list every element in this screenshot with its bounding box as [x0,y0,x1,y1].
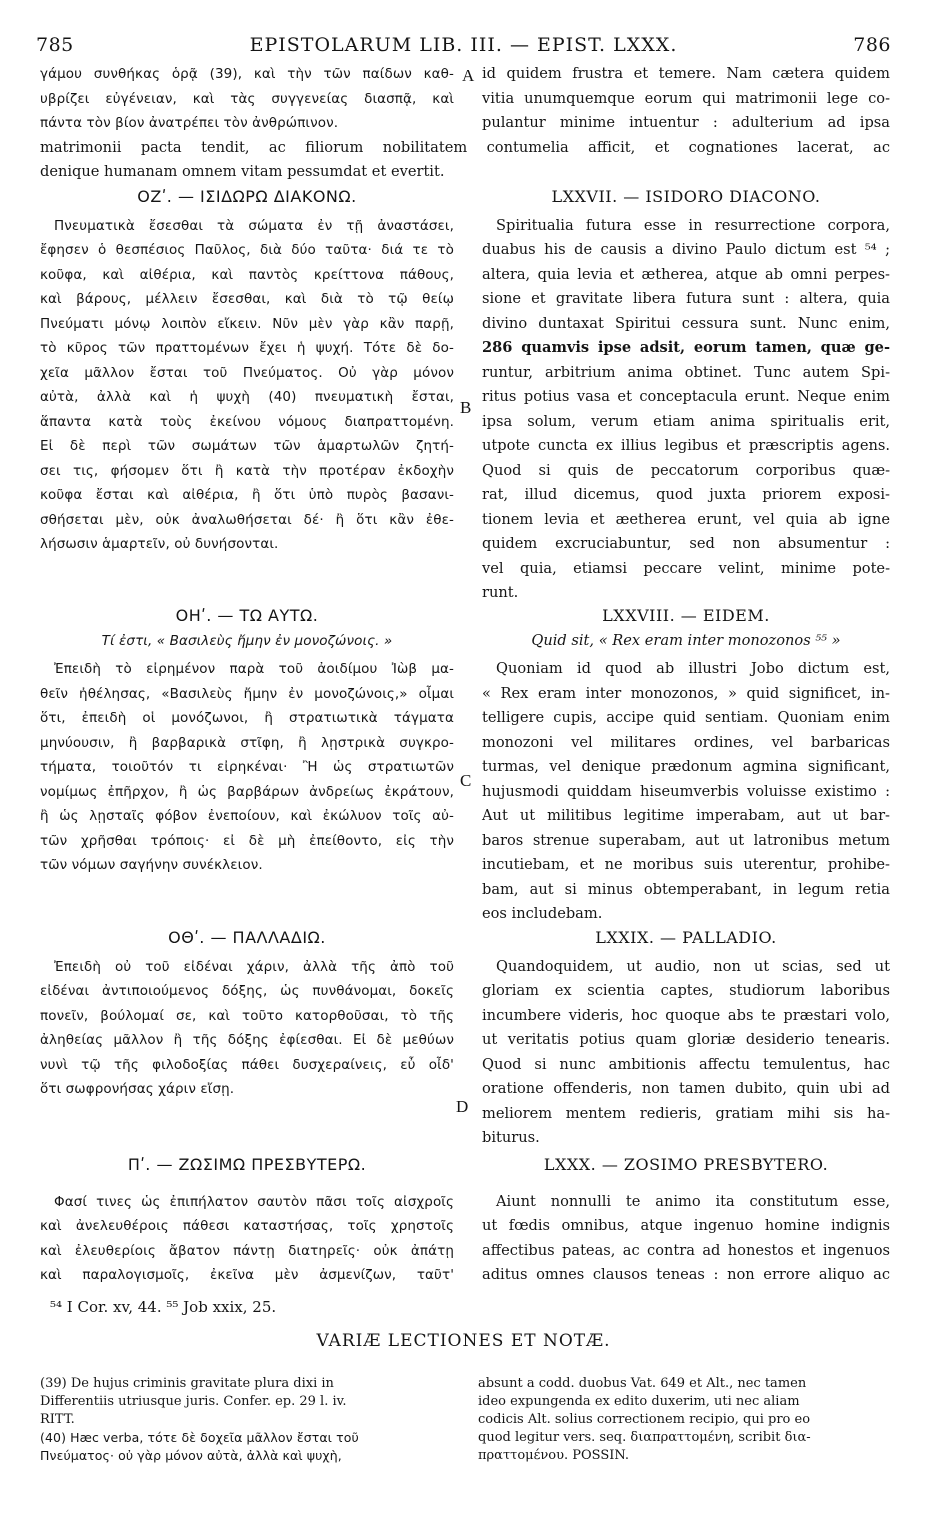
greek-line: μηνύουσιν, ἢ βαρβαρικὰ στῖφη, ἢ λῃστρικὰ συγκρο- [40,734,454,751]
latin-line: id quidem frustra et temere. Nam cætera quidem [482,65,890,82]
greek-line: ἢ ὡς λῃσταῖς φόβον ἐνεποίουν, καὶ ἐκώλυον τοῖς αὐ- [40,808,454,824]
latin-line: turmas, vel denique prædonum agmina significant, [482,758,890,775]
page-number-right: 786 [853,34,891,56]
greek-line: τῶν χρῆσθαι τρόποις· εἰ δὲ μὴ ἐπείθοντο, εἰς τὴν [40,832,454,849]
latin-line: Quandoquidem, ut audio, non ut scias, sed ut [496,957,890,975]
greek-line: τήματα, τοιοῦτόν τι εἰρηκέναι· Ἢ ὡς στρατιωτῶν [40,759,454,775]
latin-line: 286 quamvis ipse adsit, eorum tamen, quæ ge- [482,339,890,356]
note-line: quod legitur vers. seq. διαπραττομένη, scribit δια- [478,1430,811,1445]
latin-line: incumbere videris, hoc quoque abs te præstari volo, [482,1006,890,1024]
latin-line: altera, quia levia et ætherea, atque ab omni perpes- [482,265,890,283]
latin-line: quidem excruciabuntur, sed non absumentur : [482,535,890,552]
latin-line: ritus potius vasa et conceptacula erunt. Neque enim [482,388,890,405]
notes-right-column [478,1375,890,1465]
note-line: absunt a codd. duobus Vat. 649 et Alt., nec tamen [478,1376,807,1391]
latin-line: incutiebam, et ne moribus suis uterentur, prohibe- [482,856,890,873]
latin-line: hujusmodi quiddam hiseumverbis voluisse existimo : [482,782,890,800]
greek-line: κοῦφα ἔσται καὶ αἰθέρια, ἢ ὅτι ὑπὸ πυρὸς βασανι- [40,487,454,503]
letter-78-latin [482,604,890,927]
latin-line: runtur, arbitrium anima obtinet. Tunc autem Spi- [482,363,890,381]
latin-line: Quod si nunc ambitionis affectu temulentus, hac [482,1055,890,1073]
latin-line: divino duntaxat Spiritui cessura sunt. Nunc enim, [482,314,890,332]
letter-77-latin [482,185,890,606]
letter-heading: ΟΘʹ. — ΠΑΛΛΑΔΙΩ. [168,928,326,947]
letter-80-greek [40,1153,454,1288]
greek-line: σει τις, φήσομεν ὅτι ἢ κατὰ τὴν προτέραν ἐκδοχὴν [40,462,454,479]
greek-line: κοῦφα, καὶ αἰθέρια, καὶ παντὸς κρείττονα πάθους, [40,266,454,283]
letter-heading: LXXIX. — PALLADIO. [595,928,777,947]
greek-line: ἅπαντα κατὰ τοὺς ἐκείνου νόμους διαπραττομένη. [40,413,454,430]
page-number-left: 785 [36,34,74,56]
greek-line: Εἰ δὲ περὶ τῶν σωμάτων τῶν ἁμαρτωλῶν ζητή- [40,438,454,454]
letter-79-greek [40,926,454,1102]
latin-line: Aut ut militibus legitime imperabam, aut ut bar- [482,807,890,824]
latin-line: aditus omnes clausos teneas : non errore aliquo ac [482,1266,890,1283]
latin-line: rat, illud dicemus, quod juxta priorem exposi- [482,486,890,503]
latin-line: affectibus pateas, ac contra ad honestos et ingenuos [482,1241,890,1259]
letter-79-latin [482,926,890,1151]
greek-line: τῶν νόμων σαγήνην συνέκλειον. [40,857,263,873]
letter-heading: ΟΗʹ. — ΤΩ ΑΥΤΩ. [175,606,319,625]
letter-heading: LXXX. — ZOSIMO PRESBYTERO. [543,1155,829,1174]
notes-heading: VARIÆ LECTIONES ET NOTÆ. [316,1331,611,1351]
note-line: codicis Alt. solius correctionem recipio, qui pro eo [478,1412,811,1427]
greek-line: Ἐπειδὴ τὸ εἰρημένον παρὰ τοῦ ἀοιδίμου Ἰὼβ μα- [54,661,454,677]
note-line: (40) Hæc verba, τότε δὲ δοχεῖα μᾶλλον ἔσται τοῦ [40,1430,359,1445]
greek-line: καὶ βάρους, μέλλειν ἔσεσθαι, καὶ διὰ τὸ τῷ θείῳ [40,291,454,307]
note-line: πραττομένου. POSSIN. [478,1448,630,1463]
greek-line: καὶ παραλογισμοῖς, ἐκεῖνα μὲν ἀσμενίζων, ταῦτ' [40,1267,454,1283]
greek-line: ἔφησεν ὁ θεσπέσιος Παῦλος, διὰ δύο ταῦτα· διά τε τὸ [40,242,454,258]
latin-continuation [482,62,890,136]
letter-heading: LXXVIII. — EIDEM. [602,606,770,625]
letter-subheading: Τί ἐστι, « Βασιλεὺς ἤμην ἐν μονοζώνοις. » [101,632,393,649]
latin-line: denique humanam omnem vitam pessumdat et evertit. [40,163,445,180]
latin-line: tionem levia et æetherea erunt, vel quia ab igne [482,510,890,528]
note-line: Differentiis utriusque juris. Confer. ep. 29 l. iv. [40,1394,347,1409]
margin-letter-a: A [462,66,475,85]
greek-line: ὅτι σωφρονήσας χάριν εἴσῃ. [40,1081,235,1097]
greek-line: υβρίζει εὐγένειαν, καὶ τὰς συγγενείας διασπᾷ, καὶ [40,90,454,107]
latin-line: gloriam ex scientia captes, studiorum laboribus [482,982,890,999]
letter-heading: LXXVII. — ISIDORO DIACONO. [551,187,821,206]
latin-line: matrimonii pacta tendit, ac filiorum nobilitatem contumelia afficit, et cognationes lacerat, ac [40,138,890,156]
greek-line: πάντα τὸν βίον ἀνατρέπει τὸν ἀνθρώπινον. [40,115,339,131]
note-line: Πνεύματος· οὐ γὰρ μόνον αὐτὰ, ἀλλὰ καὶ ψυχὴ, [40,1448,342,1463]
latin-line: eos includebam. [482,905,603,922]
note-line: ideo expungenda ex edito duxerim, uti nec aliam [478,1394,800,1409]
letter-77-greek [40,185,454,557]
letter-80-latin [482,1153,890,1288]
greek-line: γάμου συνθήκας ὁρᾷ (39), καὶ τὴν τῶν παίδων καθ- [40,66,454,82]
greek-line: νυνὶ τῷ τῆς φιλοδοξίας πάθει δυσχεραίνεις, εὖ οἶδ' [40,1056,454,1073]
letter-subheading: Quid sit, « Rex eram inter monozonos ⁵⁵ » [531,631,841,649]
margin-letter-c: C [460,771,472,790]
latin-line: meliorem mentem redieris, gratiam mihi sis ha- [482,1104,890,1122]
latin-line: utpote cuncta ex illius legibus et præscriptis agens. [482,437,890,454]
notes-left-column [40,1375,454,1465]
greek-line: εἰδέναι ἀντιποιούμενος δόξης, ὡς πυνθάνομαι, δοκεῖς [40,983,454,999]
scripture-references: ⁵⁴ I Cor. xv, 44. ⁵⁵ Job xxix, 25. [50,1298,277,1316]
latin-line: telligere cupis, accipe quid sentiam. Quoniam enim [482,709,890,726]
latin-line: pulantur minime intuentur : adulterium ad ipsa [482,114,890,131]
latin-line: Spiritualia futura esse in resurrectione corpora, [496,216,890,234]
greek-line: λήσωσιν ἁμαρτεῖν, οὐ δυνήσονται. [40,536,279,552]
note-line: (39) De hujus criminis gravitate plura dixi in [40,1376,334,1391]
latin-line: runt. [482,584,519,601]
greek-line: τὸ κῦρος τῶν πραττομένων ἔχει ἡ ψυχή. Τότε δὲ δο- [40,340,454,356]
greek-line: πονεῖν, βούλομαί σε, καὶ τοῦτο κατορθοῦσαι, τὸ τῆς [40,1007,454,1024]
letter-78-greek [40,604,454,878]
running-header [36,34,891,58]
latin-line: ipsa solum, verum etiam anima spiritualis erit, [482,412,890,430]
margin-letter-d: D [456,1097,469,1116]
greek-line: Πνεύματι μόνῳ λοιπὸν εἴκειν. Νῦν μὲν γὰρ κἂν παρῇ, [40,315,454,332]
latin-line: « Rex eram inter monozonos, » quid significet, in- [482,684,890,702]
greek-line: σθήσεται μὲν, οὐκ ἀναλωθήσεται δέ· ἢ ὅτι κἂν ἐθε- [40,511,454,528]
greek-line: αὐτὰ, ἀλλὰ καὶ ἡ ψυχὴ (40) πνευματικὴ ἔσται, [40,389,454,405]
letter-heading: ΟΖʹ. — ΙΣΙΔΩΡΩ ΔΙΑΚΟΝΩ. [137,187,357,206]
greek-line: ὅτι, ἐπειδὴ οἱ μονόζωνοι, ἢ στρατιωτικὰ τάγματα [40,710,454,726]
greek-line: χεῖα μᾶλλον ἔσται τοῦ Πνεύματος. Οὐ γὰρ μόνον [40,364,454,381]
latin-line: duabus his de causis a divino Paulo dictum est ⁵⁴ ; [482,241,890,258]
margin-letter-b: B [460,398,472,417]
running-title: EPISTOLARUM LIB. III. — EPIST. LXXX. [249,34,678,56]
greek-line: θεῖν ἠθέλησας, «Βασιλεὺς ἤμην ἐν μονοζώνοις,» οἶμαι [40,685,454,702]
latin-line: biturus. [482,1129,540,1146]
greek-continuation [40,62,454,136]
latin-line: Quoniam id quod ab illustri Jobo dictum est, [496,660,890,677]
latin-line: ut veritatis potius quam gloriæ desiderio tenearis. [482,1031,890,1048]
latin-line: bam, aut si minus obtemperabant, in legum retia [482,880,890,898]
greek-line: καὶ ἐλευθερίοις ἄβατον πάντῃ διατηρεῖς· οὐκ ἀπάτῃ [40,1242,454,1259]
greek-line: νομίμως ἐπῆρχον, ἢ ὡς βαρβάρων ἀνδρείως ἐκράτουν, [40,783,454,800]
note-line: RITT. [40,1412,75,1427]
latin-line: sione et gravitate libera futura sunt : altera, quia [482,290,890,307]
greek-line: ἀληθείας μᾶλλον ἢ τῆς δόξης ἐφίεσθαι. Εἰ δὲ μεθύων [40,1032,454,1048]
latin-line: monozoni vel militares ordines, vel barbaricas [482,733,890,751]
latin-line: Quod si quis de peccatorum corporibus quæ- [482,461,890,479]
latin-line: Aiunt nonnulli te animo ita constitutum esse, [496,1192,890,1210]
latin-line: baros strenue superabam, aut ut latronibus metum [482,831,890,849]
wide-continuation [40,136,890,185]
greek-line: Φασί τινες ὡς ἐπιπήλατον σαυτὸν πᾶσι τοῖς αἰσχροῖς [54,1193,454,1210]
greek-line: καὶ ἀνελευθέροις πάθεσι καταστήσας, τοῖς χρηστοῖς [40,1218,454,1234]
latin-line: vel quia, etiamsi peccare velint, minime pote- [482,559,890,577]
greek-line: Ἐπειδὴ οὐ τοῦ εἰδέναι χάριν, ἀλλὰ τῆς ἀπὸ τοῦ [54,958,454,975]
letter-heading: Πʹ. — ΖΩΣΙΜΩ ΠΡΕΣΒΥΤΕΡΩ. [127,1155,367,1174]
greek-line: Πνευματικὰ ἔσεσθαι τὰ σώματα ἐν τῇ ἀναστάσει, [54,217,454,234]
latin-line: oratione offenderis, non tamen dubito, quin ubi ad [482,1080,890,1097]
latin-line: vitia unumquemque eorum qui matrimonii lege co- [482,89,890,107]
latin-line: ut fœdis omnibus, atque ingenuo homine indignis [482,1217,890,1234]
